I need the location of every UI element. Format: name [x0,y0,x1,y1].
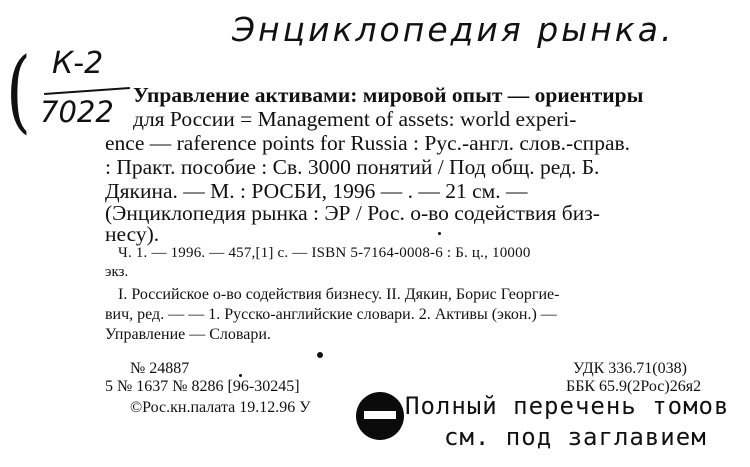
stamp-line-1: Полный перечень томов [405,392,730,420]
tracing-line-2: вич, ред. — — 1. Русско-английские словари. 2. Активы (экон.) — [105,306,557,323]
udk-code: УДК 336.71(038) [573,360,687,377]
tracing-line-3: Управление — Словари. [105,326,271,343]
stamp-line-2: см. под заглавием [444,423,707,451]
bracket-mark: ( [6,40,31,144]
volume-line: Ч. 1. — 1996. — 457,[1] с. — ISBN 5-7164-0008-6 : Б. ц., 10000 [118,245,531,261]
registration-line: 5 № 1637 № 8286 [96-30245] [105,378,300,395]
entry-line-4: : Практ. пособие : Св. 3000 понятий / Под общ. ред. Б. [105,155,600,179]
entry-line-5: Дякина. — М. : РОСБИ, 1996 — . — 21 см. — [105,179,528,203]
book-chamber-line: ©Рос.кн.палата 19.12.96 У [130,399,311,416]
stamp-bar [364,411,396,419]
entry-line-7: несу). [105,222,160,246]
ink-speck [239,374,242,377]
entry-line-6: (Энциклопедия рынка : ЭР / Рос. о-во содействия биз- [105,201,600,225]
entry-line-1: Управление активами: мировой опыт — ориентиры [133,83,644,107]
record-number: № 24887 [130,360,190,377]
bbk-code: ББК 65.9(2Рос)26я2 [566,378,702,395]
entry-line-2: для России = Management of assets: world experi- [133,107,577,131]
volume-line-cont: экз. [105,264,129,280]
entry-line-3: ence — raference points for Russia : Рус.-англ. слов.-справ. [105,131,631,155]
call-number-divider [44,87,130,95]
call-number-top: К-2 [52,46,104,81]
ink-speck [317,352,323,358]
tracing-line-1: I. Российское о-во содействия бизнесу. II. Дякин, Борис Георгие- [118,286,560,303]
ink-speck [438,232,441,235]
call-number-bottom: 7022 [40,95,114,129]
handwritten-title: Энциклопедия рынка. [232,10,675,49]
